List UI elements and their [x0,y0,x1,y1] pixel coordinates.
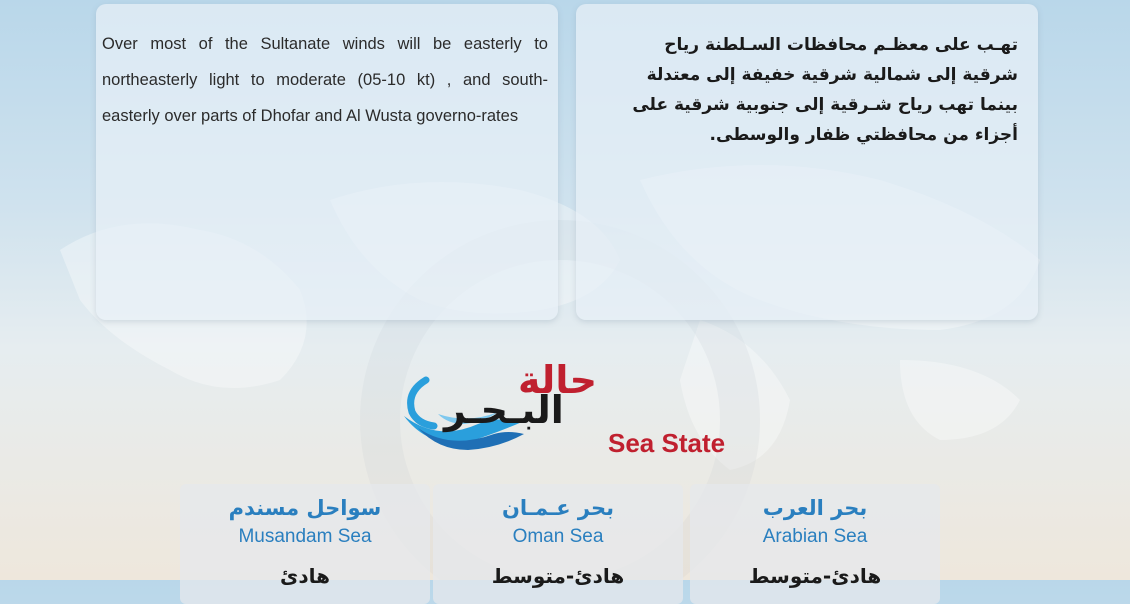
sea-state-logo [398,358,743,463]
sea-state-value: هادئ-متوسط [748,564,882,588]
logo-english-title: Sea State [608,428,726,458]
forecast-text-arabic [588,30,1018,150]
sea-state-value: هادئ [280,564,330,588]
sea-name-arabic: بحر عـمـان [502,496,614,520]
sea-card-oman [433,484,683,604]
forecast-text-english: Over most of the Sultanate winds will be easterly to northeasterly light to moderate (05-10 kt) , and south-easterly over parts of Dhofar and Al Wusta governo-rates [102,35,548,125]
logo-arabic-top: حالة [518,358,597,402]
forecast-arabic-line: أجزاء من محافظتي ظفار والوسطى. [709,125,1018,145]
sea-card-arabian [690,484,940,604]
sea-name-english: Oman Sea [512,526,604,547]
sea-name-english: Arabian Sea [762,526,868,547]
forecast-panel-arabic [576,4,1038,320]
forecast-arabic-line: تهـب على معظـم محافظات السـلطنة رياح [664,35,1018,55]
forecast-arabic-line: بينما تهب رياح شـرقية إلى جنوبية شرقية على [632,95,1018,115]
sea-card-musandam [180,484,430,604]
sea-name-english: Musandam Sea [238,526,372,547]
forecast-panel-english [96,4,558,320]
forecast-arabic-line: شرقية إلى شمالية شرقية خفيفة إلى معتدلة [646,65,1018,85]
sea-state-value: هادئ-متوسط [491,564,625,588]
sea-name-arabic: سواحل مسندم [228,496,382,520]
sea-name-arabic: بحر العرب [762,496,868,520]
logo-arabic-bottom: البـحـر [444,388,564,432]
